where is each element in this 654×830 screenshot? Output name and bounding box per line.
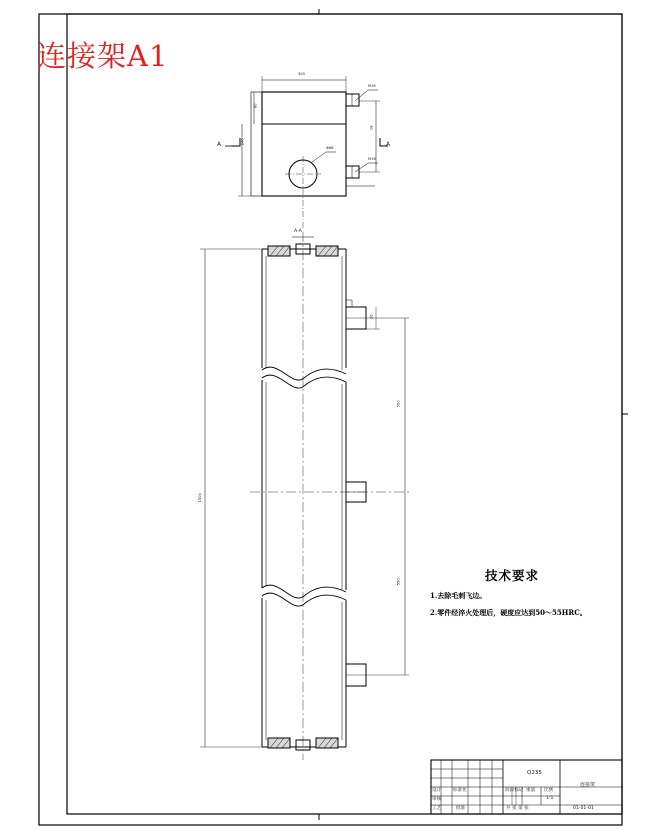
title-block-drawing-number: 01-01-01 (573, 806, 594, 811)
section-mark-left (232, 138, 240, 146)
title-block-label-sheets: 共 张 第 张 (506, 806, 529, 811)
dim-bolt-length: 36 (369, 314, 374, 320)
title-block-label-scale: 比例 (544, 788, 554, 793)
inner-frame (67, 14, 622, 814)
title-block-scale: 1:1 (546, 796, 554, 801)
outer-frame (39, 14, 622, 825)
dim-bolt-top: M16 (368, 84, 376, 88)
dim-span-upper: 550 (396, 400, 401, 408)
leader (355, 90, 378, 101)
tube-upper-segment (262, 249, 346, 368)
top-view (225, 76, 391, 230)
technical-requirements-title: 技术要求 (485, 568, 540, 583)
view-arrow-right-label: A (386, 141, 391, 148)
break-wave (262, 367, 346, 380)
title-block-label-weight: 重量 (526, 788, 536, 793)
technical-requirement-item: 2.零件经淬火处理后，硬度应达到50～55HRC。 (430, 608, 587, 617)
title-block-label-standardization: 标准化 (453, 788, 467, 793)
leader (312, 152, 336, 162)
dim-top-left-height: 240 (240, 138, 245, 146)
break-wave (262, 593, 346, 606)
title-block-part-name: 连接架 (580, 782, 596, 788)
dim-hole-dia: Φ68 (326, 146, 334, 150)
view-arrow-left-label: A (217, 141, 222, 148)
dim-overall-length: 1500 (197, 493, 202, 503)
dim-top-height: 80 (253, 103, 258, 109)
tube-lower-segment (262, 598, 346, 747)
title-block-label-designer: 设计 (432, 788, 442, 793)
title-block-label-process: 工艺 (432, 806, 442, 811)
title-block-material: Q235 (527, 770, 542, 776)
title-watermark: 连接架A1 (37, 39, 169, 73)
title-block-label-stage: 阶段标记 (505, 788, 524, 793)
break-wave (262, 585, 346, 598)
break-wave (262, 375, 346, 388)
title-block-label-checker: 审核 (432, 797, 442, 802)
top-view-body (262, 92, 346, 196)
section-label: A-A (294, 229, 302, 234)
dim-top-width: 300 (298, 72, 305, 76)
bottom-bolt (346, 166, 359, 178)
technical-requirement-item: 1.去除毛刺飞边。 (430, 591, 487, 600)
dim-side-offset: 18 (369, 125, 374, 131)
title-block-label-approved: 批准 (456, 806, 466, 811)
leader (355, 163, 378, 172)
dim-bolt-bottom: M16 (368, 157, 376, 161)
top-bolt (346, 94, 359, 106)
tube-middle-segment (262, 380, 346, 590)
dim-span-lower: 550 (396, 578, 401, 586)
